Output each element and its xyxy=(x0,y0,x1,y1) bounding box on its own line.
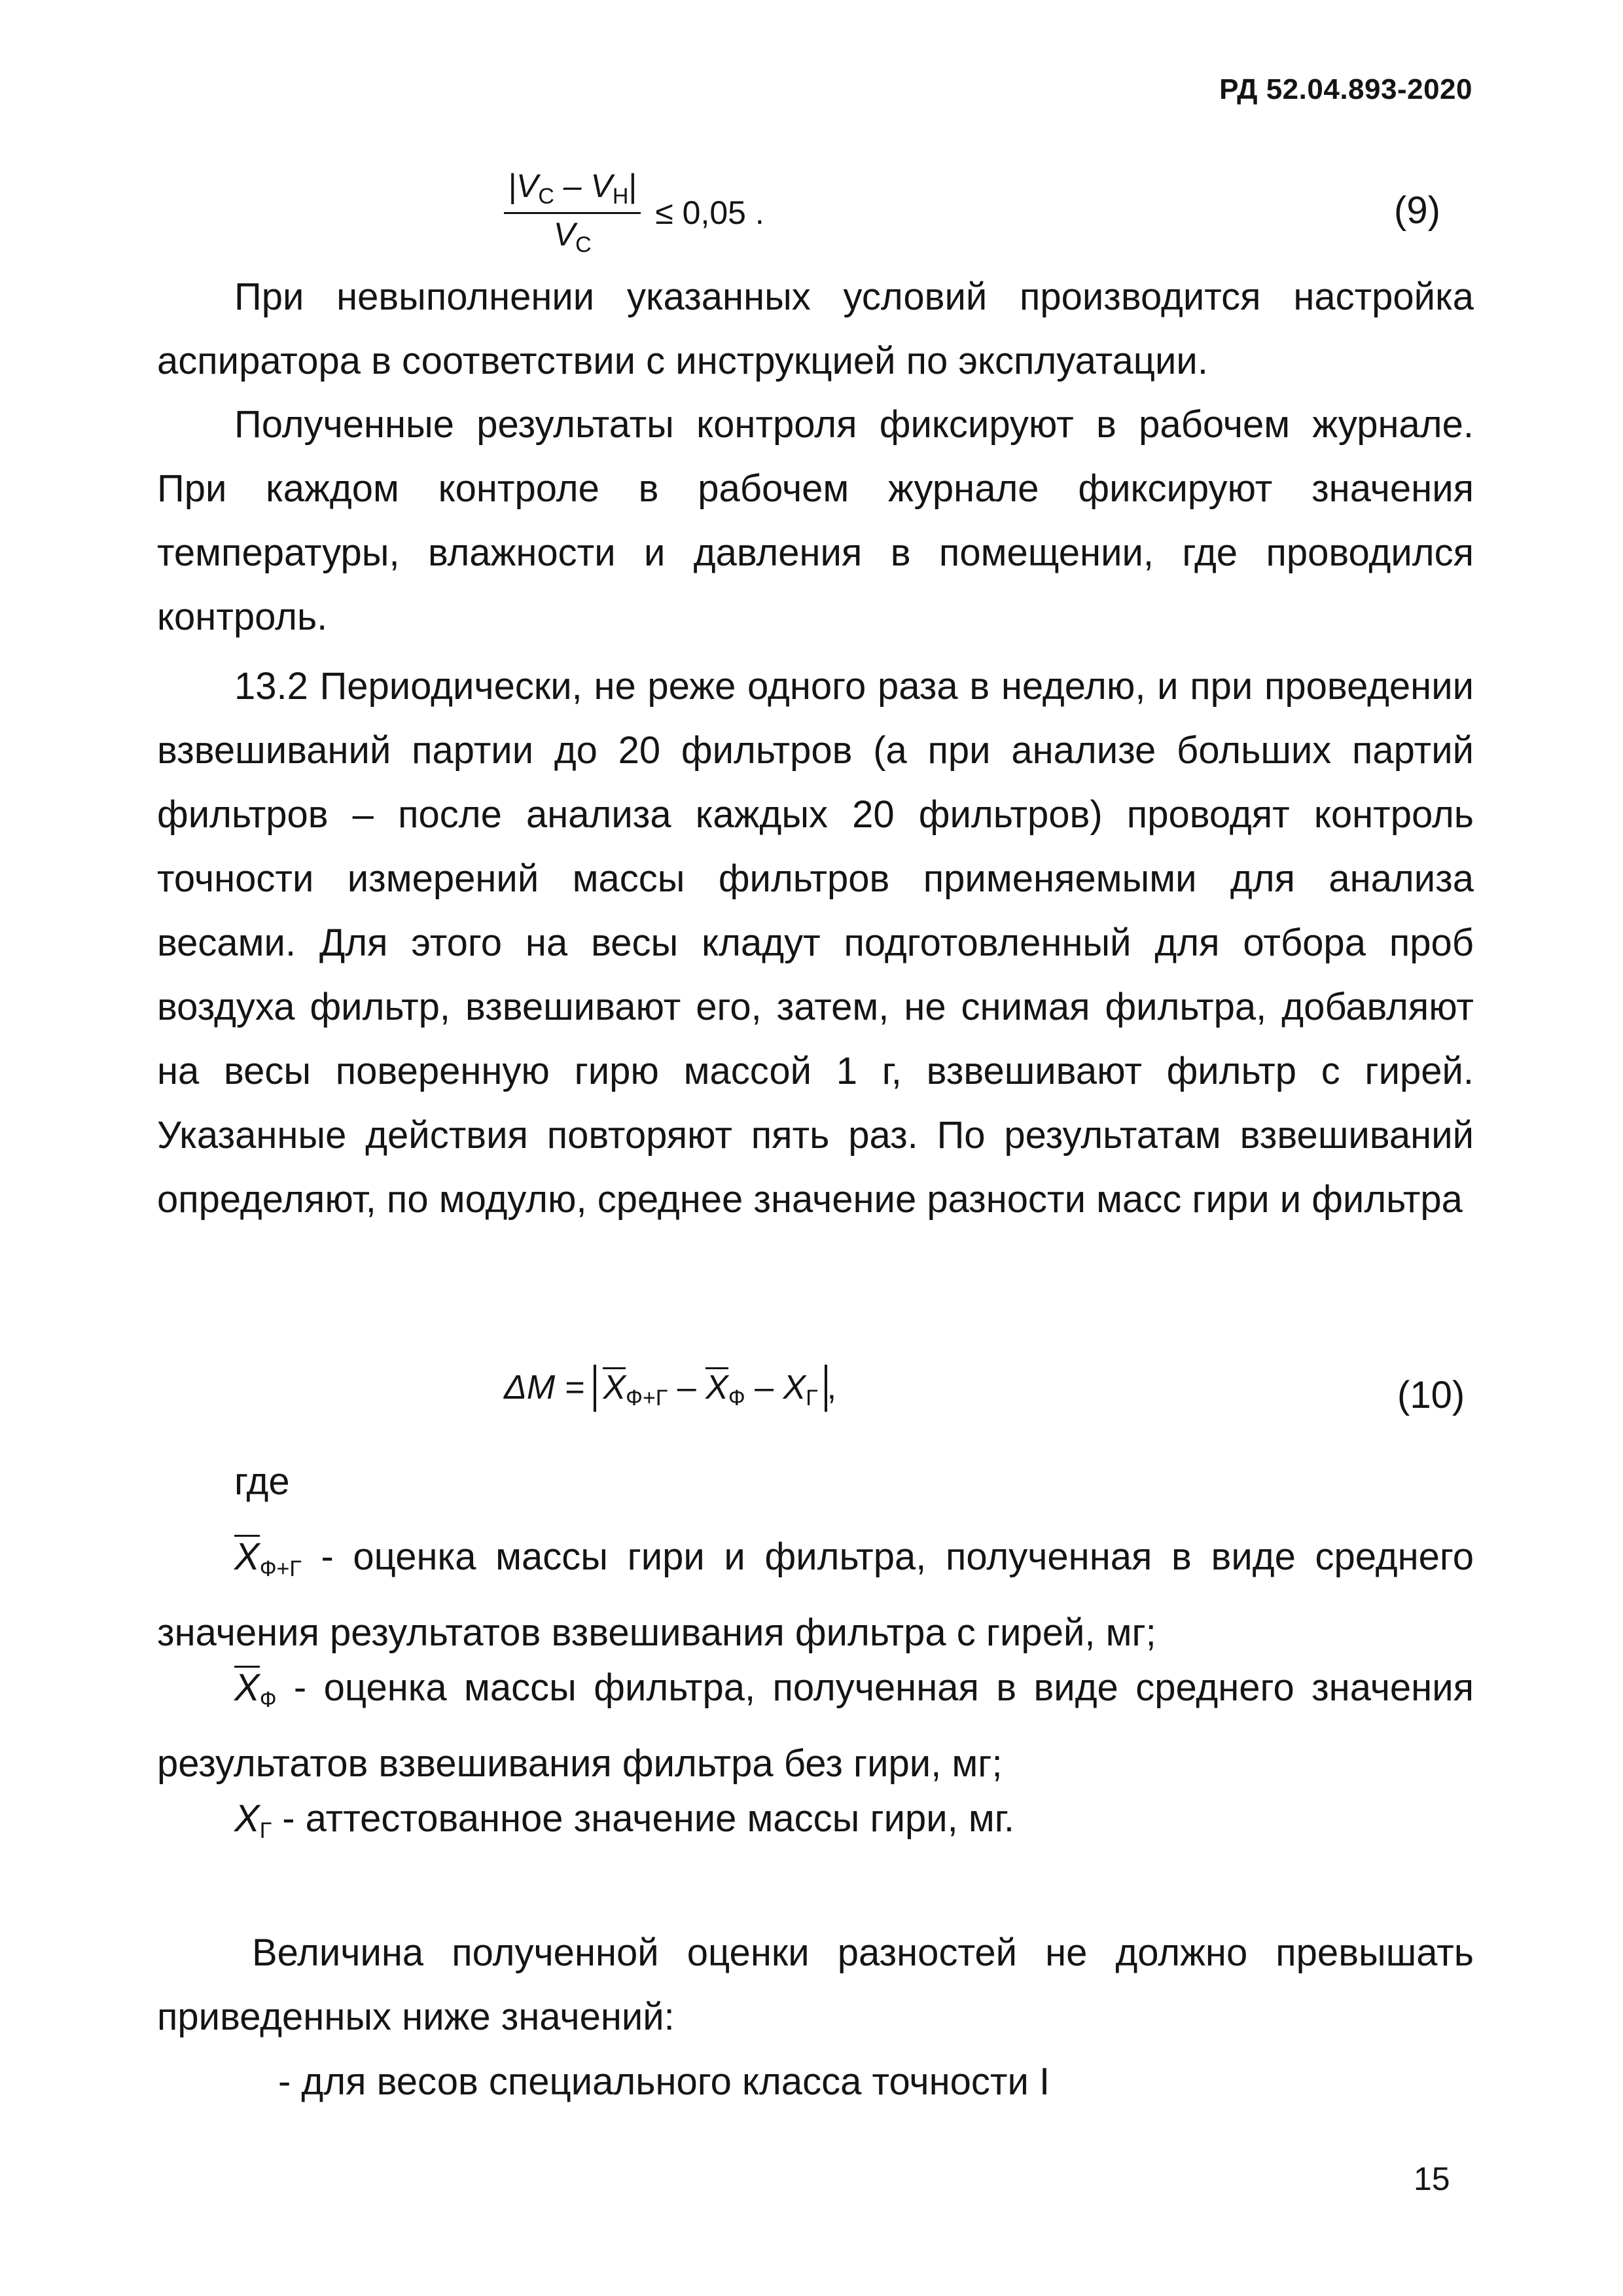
list-item-class-i: - для весов специального класса точности I xyxy=(278,2060,1050,2103)
formula-10-tail: , xyxy=(827,1369,837,1407)
definition-x-g xyxy=(157,1787,1474,1863)
formula-9-numerator-v: |V xyxy=(508,168,539,204)
formula-10-x-phi-g: X xyxy=(603,1369,626,1407)
formula-9-sub-c: С xyxy=(538,184,554,209)
formula-9-bar-close: | xyxy=(628,168,637,204)
definition-x-phi-g xyxy=(157,1525,1474,1665)
definition-text: - оценка массы гири и фильтра, полученная в виде среднего значения результатов взвешивания фильтра с гирей, мг; xyxy=(157,1535,1474,1654)
formula-9-denominator: V xyxy=(553,216,576,253)
paragraph-limits: Величина полученной оценки разностей не должно превышать приведенных ниже значений: xyxy=(157,1931,1474,2038)
document-code: РД 52.04.893-2020 xyxy=(1219,73,1472,105)
formula-10-sub-phi-g: Ф+Г xyxy=(626,1386,668,1410)
formula-10-absolute-value xyxy=(594,1365,827,1412)
formula-9-sub-n: Н xyxy=(612,184,629,209)
where-label: где xyxy=(234,1460,290,1503)
definition-text: - аттестованное значение массы гири, мг. xyxy=(272,1797,1014,1840)
formula-10 xyxy=(504,1365,836,1412)
formula-9-relation: ≤ 0,05 . xyxy=(655,194,764,231)
definition-text: - оценка массы фильтра, полученная в виде среднего значения результатов взвешивания фильтра без гири, мг; xyxy=(157,1666,1474,1785)
formula-10-minus-1: – xyxy=(668,1369,706,1407)
formula-9-minus-v: – V xyxy=(554,168,613,204)
formula-9-number: (9) xyxy=(1394,189,1440,232)
symbol-x-g: $X_Г$ xyxy=(234,1797,272,1843)
formula-10-number: (10) xyxy=(1397,1374,1465,1416)
formula-10-x-phi: X xyxy=(705,1369,728,1407)
formula-10-lhs: ΔM = xyxy=(504,1369,585,1407)
definition-x-phi xyxy=(157,1656,1474,1796)
formula-10-minus-2: – xyxy=(745,1369,783,1407)
formula-9 xyxy=(504,167,764,258)
paragraph-13-2: 13.2 Периодически, не реже одного раза в неделю, и при проведении взвешиваний партии до 20 фильтров (а при анализе больших партий фильтров – после анализа каждых 20 фильтров) проводят контроль точности измерений массы фильтров применяемыми для анализа весами. Для этого на весы кладут подготовленный для отбора проб воздуха фильтр, взвешивают его, затем, не снимая фильтра, добавляют на весы поверенную гирю массой 1 г, взвешивают фильтр с гирей. Указанные действия повторяют пять раз. По результатам взвешиваний определяют, по модулю, среднее значение разности масс гири и фильтра xyxy=(157,665,1474,1221)
paragraph-results-record: Полученные результаты контроля фиксируют в рабочем журнале. При каждом контроле в рабочем журнале фиксируют значения температуры, влажности и давления в помещении, где проводился контроль. xyxy=(157,403,1474,638)
symbol-x-phi-g: $X_{Ф+Г}$ xyxy=(234,1535,302,1581)
formula-10-sub-g: Г xyxy=(806,1386,818,1410)
formula-10-x-g: X xyxy=(783,1369,806,1407)
formula-10-sub-phi: Ф xyxy=(728,1386,745,1410)
paragraph-adjustment: При невыполнении указанных условий производится настройка аспиратора в соответствии с инструкцией по эксплуатации. xyxy=(157,276,1474,382)
page-number: 15 xyxy=(1414,2161,1450,2197)
formula-9-den-sub: С xyxy=(575,232,592,257)
symbol-x-phi: $X_Ф$ xyxy=(234,1666,277,1712)
